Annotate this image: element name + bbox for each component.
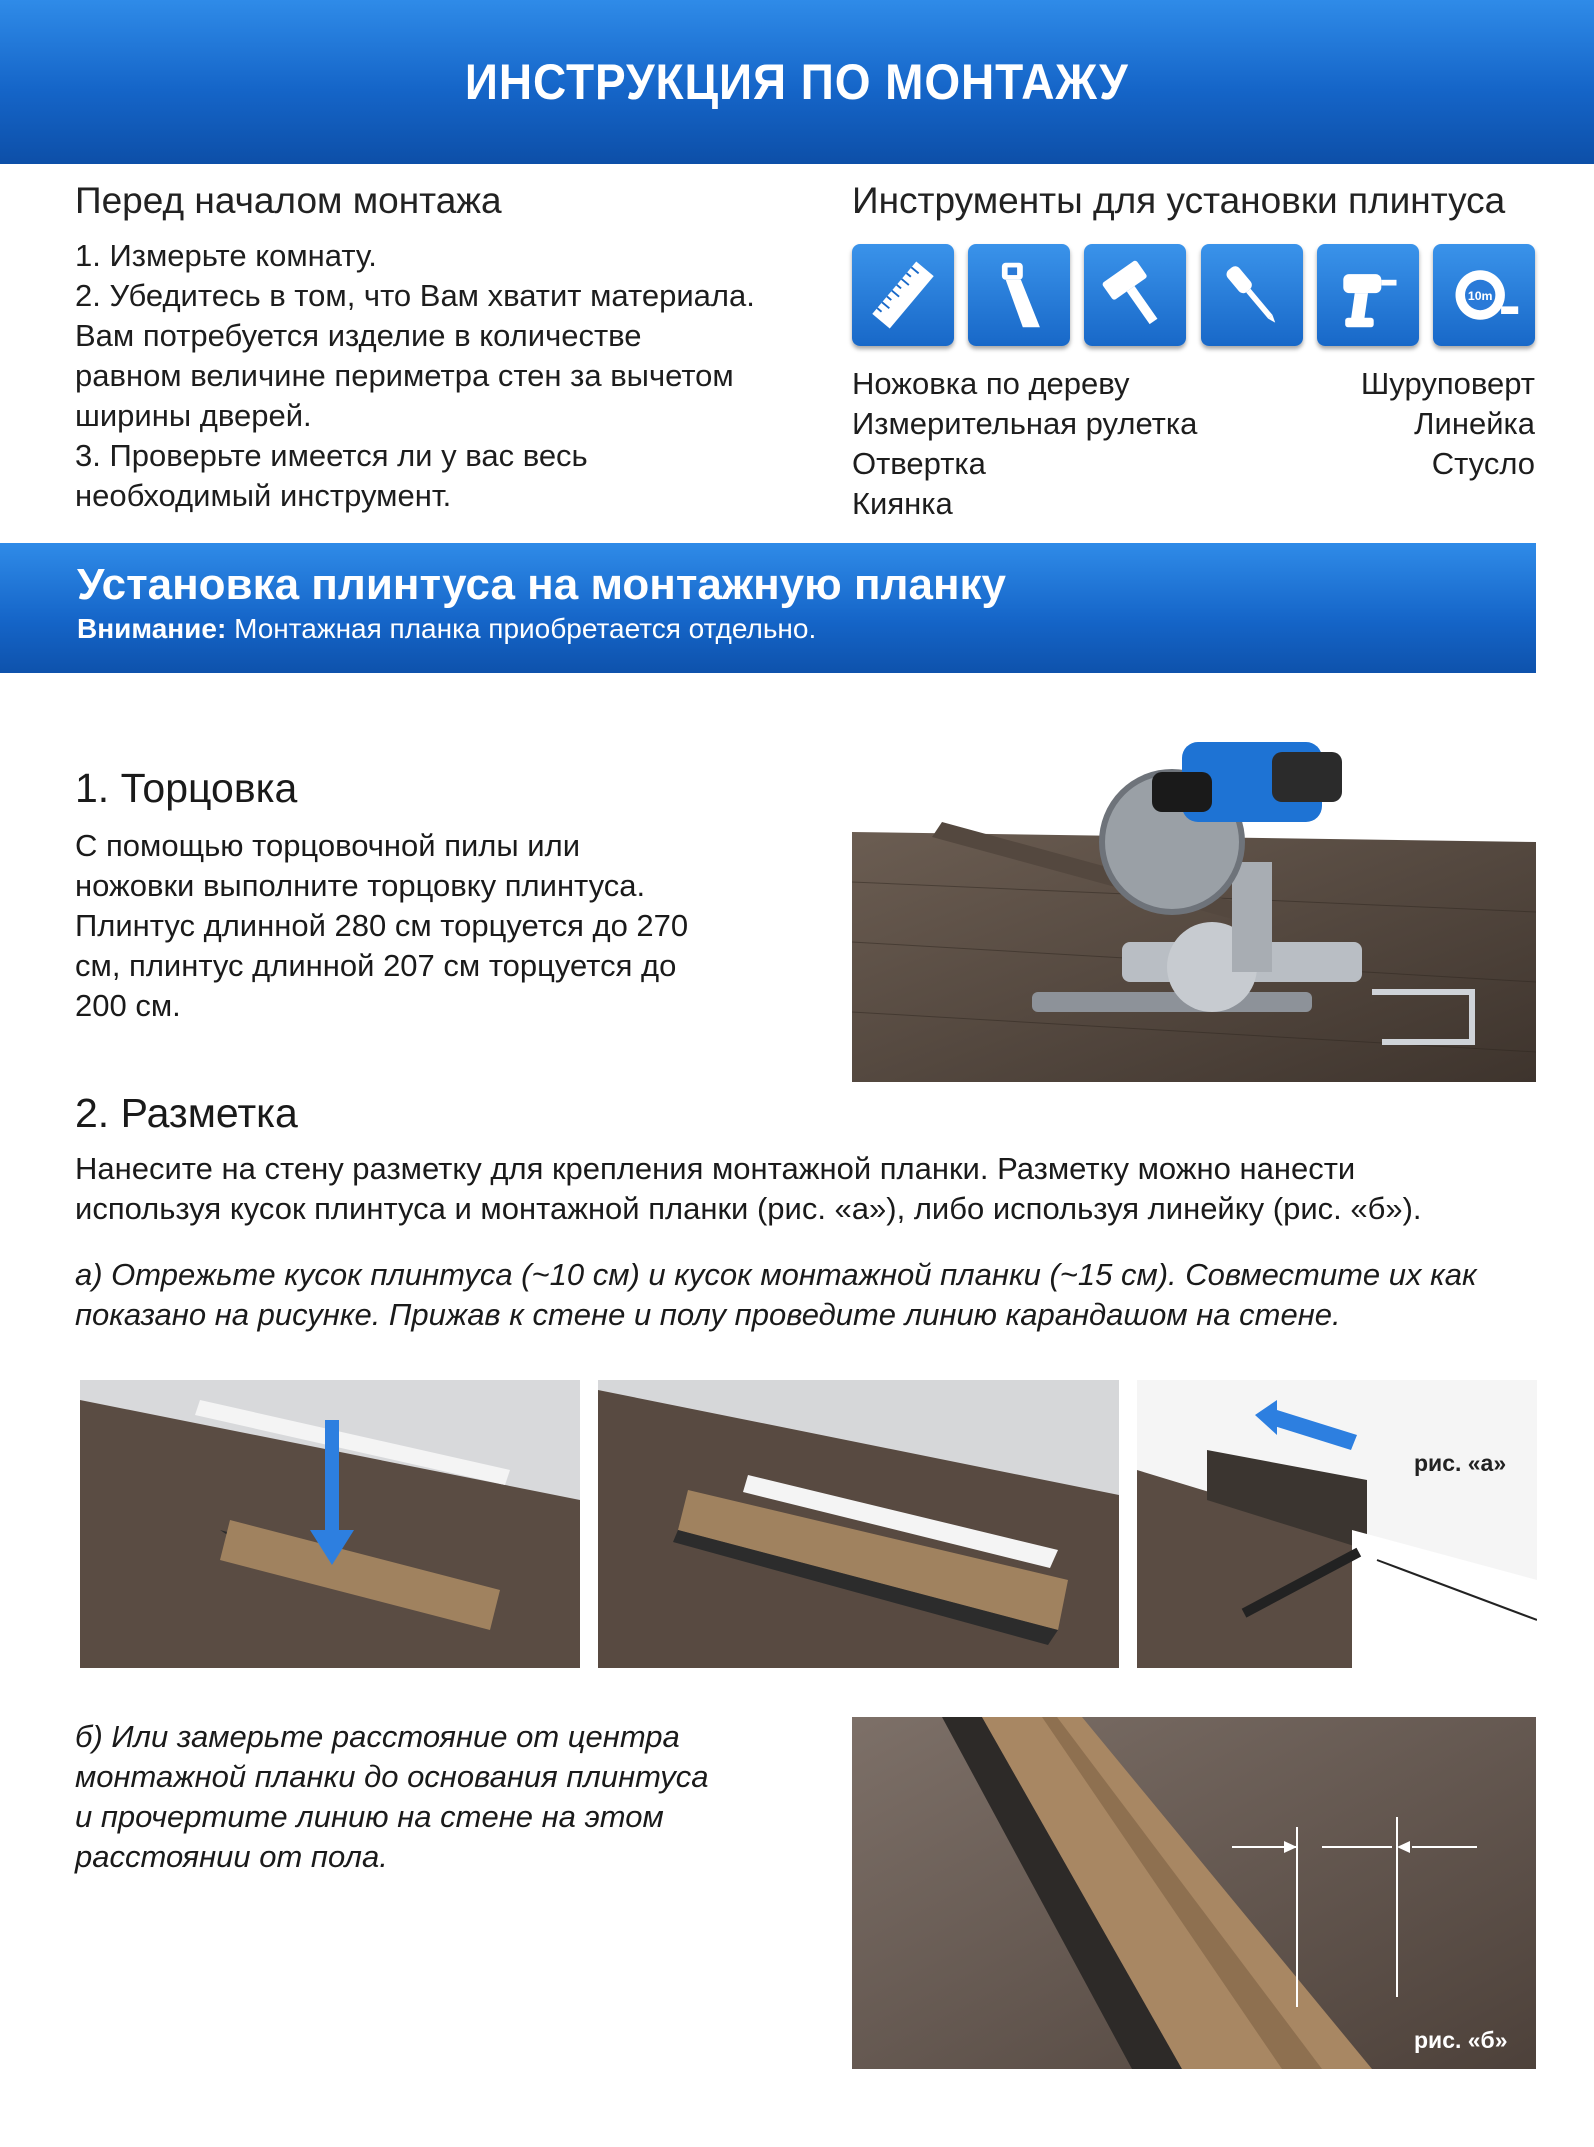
before-line: ширины дверей. bbox=[75, 398, 312, 433]
step-1-line: ножовки выполните торцовку плинтуса. bbox=[75, 868, 646, 903]
step-1-title: 1. Торцовка bbox=[75, 765, 298, 811]
page-title: ИНСТРУКЦИЯ ПО МОНТАЖУ bbox=[465, 54, 1129, 110]
step-2-b-line: монтажной планки до основания плинтуса bbox=[75, 1759, 709, 1794]
tool-name: Линейка bbox=[1414, 406, 1535, 441]
screwdriver-icon bbox=[1201, 244, 1303, 346]
section-title: Установка плинтуса на монтажную планку bbox=[77, 560, 1007, 609]
step-2-b-block bbox=[75, 1717, 775, 1877]
tool-name: Измерительная рулетка bbox=[852, 406, 1198, 441]
step-2-body-line: используя кусок плинтуса и монтажной планки (рис. «а»), либо используя линейку (рис. «б»). bbox=[75, 1191, 1422, 1226]
tape-measure-label: 10m bbox=[1467, 288, 1493, 303]
tool-name: Стусло bbox=[1431, 446, 1535, 481]
ruler-icon bbox=[852, 244, 954, 346]
before-line: 2. Убедитесь в том, что Вам хватит материала. bbox=[75, 278, 755, 313]
tools-block bbox=[852, 180, 1535, 524]
section-header bbox=[0, 543, 1536, 673]
figure-b bbox=[852, 1717, 1536, 2069]
figure-a-caption: рис. «а» bbox=[1414, 1450, 1507, 1476]
before-title: Перед началом монтажа bbox=[75, 180, 502, 221]
before-line: необходимый инструмент. bbox=[75, 478, 452, 513]
figure-a-step-1 bbox=[80, 1380, 580, 1668]
step-1-line: см, плинтус длинной 207 см торцуется до bbox=[75, 948, 677, 983]
miter-saw-photo bbox=[852, 712, 1536, 1082]
step-2 bbox=[75, 1090, 1555, 1335]
tool-name: Киянка bbox=[852, 486, 953, 521]
figure-b-caption: рис. «б» bbox=[1414, 2027, 1508, 2053]
figure-a-step-3 bbox=[1137, 1380, 1537, 1668]
step-1 bbox=[75, 765, 815, 1026]
section-note bbox=[77, 611, 1536, 647]
before-line: 3. Проверьте имеется ли у вас весь bbox=[75, 438, 588, 473]
step-2-b-line: расстоянии от пола. bbox=[75, 1839, 388, 1874]
before-line: равном величине периметра стен за вычетом bbox=[75, 358, 734, 393]
step-2-a-line: показано на рисунке. Прижав к стене и полу проведите линию карандашом на стене. bbox=[75, 1297, 1341, 1332]
mallet-icon bbox=[1084, 244, 1186, 346]
section-note-label: Внимание: bbox=[77, 613, 227, 644]
tools-list-spacer bbox=[1361, 484, 1535, 524]
step-2-body-line: Нанесите на стену разметку для крепления монтажной планки. Разметку можно нанести bbox=[75, 1151, 1356, 1186]
step-2-b-line: б) Или замерьте расстояние от центра bbox=[75, 1719, 680, 1754]
step-1-line: С помощью торцовочной пилы или bbox=[75, 828, 581, 863]
step-2-a-line: а) Отрежьте кусок плинтуса (~10 см) и кусок монтажной планки (~15 см). Совместите их как bbox=[75, 1257, 1477, 1292]
handsaw-icon bbox=[968, 244, 1070, 346]
step-2-title: 2. Разметка bbox=[75, 1090, 298, 1136]
header-banner bbox=[0, 0, 1594, 164]
tool-icons-row bbox=[852, 244, 1535, 346]
figure-a-step-2 bbox=[598, 1380, 1119, 1668]
tool-name: Ножовка по дереву bbox=[852, 366, 1130, 401]
step-1-line: Плинтус длинной 280 см торцуется до 270 bbox=[75, 908, 689, 943]
tools-title: Инструменты для установки плинтуса bbox=[852, 180, 1506, 221]
drill-icon bbox=[1317, 244, 1419, 346]
section-note-text: Монтажная планка приобретается отдельно. bbox=[226, 613, 817, 644]
tools-list bbox=[852, 364, 1535, 524]
tape-measure-icon bbox=[1433, 244, 1535, 346]
step-1-line: 200 см. bbox=[75, 988, 181, 1023]
step-2-b-line: и прочертите линию на стене на этом bbox=[75, 1799, 664, 1834]
before-line: 1. Измерьте комнату. bbox=[75, 238, 377, 273]
tool-name: Шуруповерт bbox=[1360, 366, 1535, 401]
tool-name: Отвертка bbox=[852, 446, 986, 481]
before-installation-block bbox=[75, 180, 835, 516]
before-line: Вам потребуется изделие в количестве bbox=[75, 318, 642, 353]
